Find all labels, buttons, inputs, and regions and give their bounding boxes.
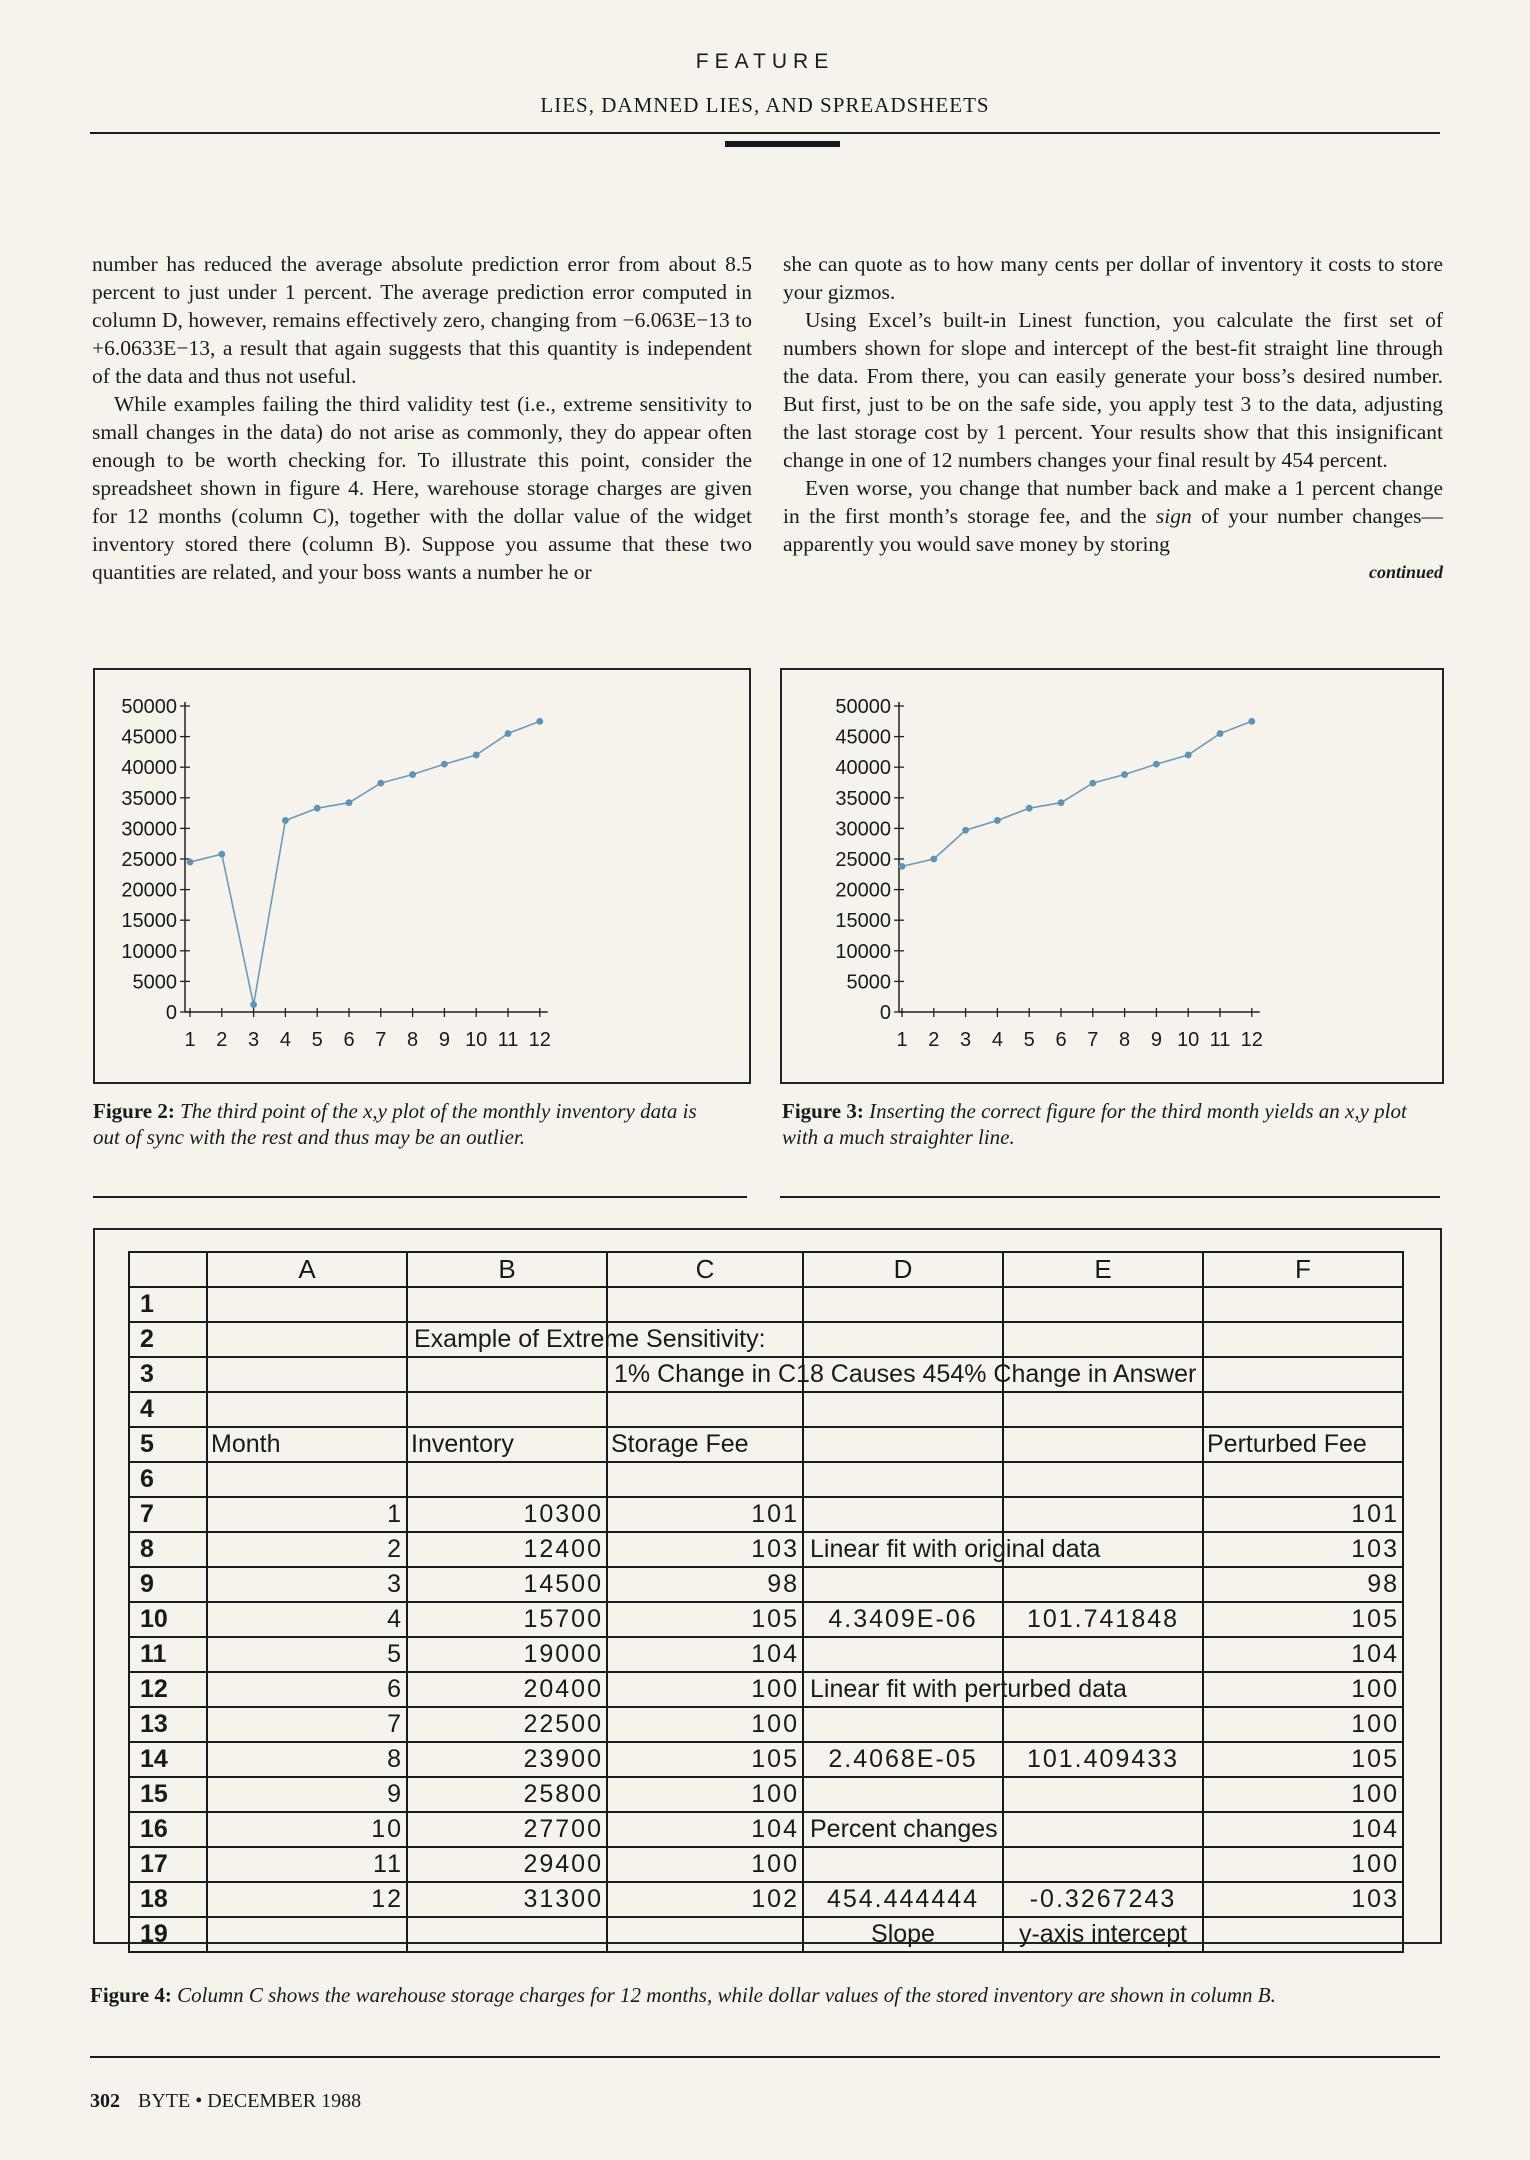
data-point: [536, 718, 543, 725]
y-tick-label: 0: [879, 1002, 891, 1024]
table-cell: 104: [1203, 1812, 1403, 1847]
figure-3-chart: [780, 668, 1444, 1084]
table-cell: [407, 1322, 766, 1357]
data-point: [1026, 805, 1033, 812]
table-cell: 100: [1203, 1672, 1403, 1707]
caption-rule-right: [780, 1196, 1440, 1198]
footer-rule: [90, 2056, 1440, 2058]
table-cell: 31300: [407, 1882, 607, 1917]
row-header: 18: [129, 1882, 207, 1917]
y-tick-label: 0: [165, 1002, 177, 1024]
table-cell: 10: [207, 1812, 407, 1847]
series-line: [902, 721, 1252, 866]
table-cell: 100: [607, 1672, 803, 1707]
table-cell: [1003, 1637, 1203, 1672]
table-cell: 6: [207, 1672, 407, 1707]
data-point: [1153, 761, 1160, 768]
y-tick-label: 35000: [835, 787, 891, 810]
x-tick-label: 7: [375, 1029, 387, 1051]
table-row: [129, 1392, 1403, 1427]
table-row: [129, 1707, 1403, 1742]
data-point: [1089, 780, 1096, 787]
table-cell: Inventory: [407, 1427, 607, 1462]
table-cell: [803, 1847, 1003, 1882]
continued-label: continued: [1368, 562, 1443, 582]
table-cell: [803, 1287, 1003, 1322]
data-point: [1217, 730, 1224, 737]
table-cell: [1003, 1427, 1203, 1462]
table-cell: 11: [207, 1847, 407, 1882]
table-cell: 101.741848: [1003, 1602, 1203, 1637]
table-cell: [407, 1287, 607, 1322]
table-cell: [1003, 1567, 1203, 1602]
y-tick-label: 40000: [121, 757, 177, 780]
corner-cell: [129, 1252, 207, 1287]
x-tick-label: 3: [248, 1029, 260, 1051]
table-cell: [1003, 1812, 1203, 1847]
paragraph: Even worse, you change that number back and make a 1 percent change in the first month’s storage fee, and the sign of your number changes—apparently you would save money by storing: [783, 476, 1443, 556]
row-header: 1: [129, 1287, 207, 1322]
table-cell: -0.3267243: [1003, 1882, 1203, 1917]
table-cell: 98: [607, 1567, 803, 1602]
table-cell: 102: [607, 1882, 803, 1917]
table-cell: 105: [607, 1602, 803, 1637]
data-point: [441, 761, 448, 768]
x-tick-label: 7: [1087, 1029, 1099, 1051]
x-tick-label: 1: [184, 1029, 196, 1051]
running-title: LIES, DAMNED LIES, AND SPREADSHEETS: [540, 93, 990, 117]
table-cell: [1003, 1462, 1203, 1497]
table-cell: [1003, 1707, 1203, 1742]
paragraph: she can quote as to how many cents per dollar of inventory it costs to store your gizmos.: [783, 252, 1443, 304]
row-header: 5: [129, 1427, 207, 1462]
table-cell: 105: [607, 1742, 803, 1777]
table-cell: 100: [607, 1777, 803, 1812]
table-cell: 104: [607, 1637, 803, 1672]
table-cell: 20400: [407, 1672, 607, 1707]
data-point: [962, 827, 969, 834]
row-header: 19: [129, 1917, 207, 1952]
row-header: 10: [129, 1602, 207, 1637]
y-tick-label: 5000: [132, 971, 177, 994]
x-tick-label: 12: [528, 1029, 551, 1051]
x-tick-label: 8: [407, 1029, 419, 1051]
table-row: [129, 1777, 1403, 1812]
table-cell: 4.3409E-06: [803, 1602, 1003, 1637]
y-tick-label: 25000: [835, 849, 891, 871]
row-header: 15: [129, 1777, 207, 1812]
table-row: [129, 1672, 1403, 1707]
table-cell: [803, 1637, 1003, 1672]
table-cell: [207, 1392, 407, 1427]
data-point: [1058, 799, 1065, 806]
table-cell: [1003, 1287, 1203, 1322]
data-point: [346, 799, 353, 806]
table-cell: Perturbed Fee: [1203, 1427, 1403, 1462]
data-point: [314, 805, 321, 812]
table-cell: [207, 1357, 407, 1392]
table-cell: 100: [607, 1707, 803, 1742]
table-row: [129, 1602, 1403, 1637]
y-tick-label: 50000: [121, 696, 177, 718]
table-cell: [803, 1392, 1003, 1427]
table-row: [129, 1917, 1403, 1952]
table-cell: 1: [207, 1497, 407, 1532]
page-footer: [90, 2090, 361, 2113]
row-header: 12: [129, 1672, 207, 1707]
x-tick-label: 6: [1055, 1029, 1067, 1051]
data-point: [377, 780, 384, 787]
table-cell: 103: [1203, 1532, 1403, 1567]
table-cell: [1203, 1287, 1403, 1322]
table-row: [129, 1357, 1403, 1392]
table-cell: Month: [207, 1427, 407, 1462]
y-tick-label: 5000: [846, 971, 891, 994]
table-cell: [407, 1917, 607, 1952]
y-tick-label: 35000: [121, 787, 177, 810]
table-cell: [207, 1287, 407, 1322]
table-cell: [607, 1357, 1197, 1392]
table-cell: 25800: [407, 1777, 607, 1812]
row-header: 9: [129, 1567, 207, 1602]
x-tick-label: 9: [1150, 1029, 1162, 1051]
table-cell: 2: [207, 1532, 407, 1567]
paragraph: While examples failing the third validity test (i.e., extreme sensitivity to small changes in the data) do not arise as commonly, they do appear often enough to be worth checking for. To illustrate this point, consider the spreadsheet shown in figure 4. Here, warehouse storage charges are given for 12 months (column C), together with the dollar value of the widget inventory stored there (column B). Suppose you assume that these two quantities are related, and your boss wants a number he or: [92, 392, 752, 584]
x-tick-label: 4: [991, 1029, 1003, 1051]
column-header-row: [129, 1252, 1403, 1287]
table-cell: [1203, 1322, 1403, 1357]
figure-2-chart: [93, 668, 751, 1084]
table-cell: [1203, 1357, 1403, 1392]
table-cell: 27700: [407, 1812, 607, 1847]
column-header: F: [1203, 1252, 1403, 1287]
y-tick-label: 40000: [835, 757, 891, 780]
x-tick-label: 10: [1177, 1029, 1200, 1051]
y-tick-label: 20000: [835, 879, 891, 902]
table-cell: 3: [207, 1567, 407, 1602]
table-cell: 100: [1203, 1707, 1403, 1742]
table-cell: 104: [607, 1812, 803, 1847]
emphasis: sign: [1155, 504, 1192, 528]
table-cell: [407, 1462, 607, 1497]
table-cell: 15700: [407, 1602, 607, 1637]
table-row: [129, 1847, 1403, 1882]
table-cell: Slope: [803, 1917, 1003, 1952]
x-tick-label: 12: [1240, 1029, 1263, 1051]
table-cell: 10300: [407, 1497, 607, 1532]
cell-text: 1% Change in C18 Causes 454% Change in Answer: [614, 1360, 1197, 1388]
table-row: [129, 1287, 1403, 1322]
table-cell: [803, 1497, 1003, 1532]
row-header: 11: [129, 1637, 207, 1672]
x-tick-label: 11: [497, 1029, 519, 1051]
right-column: [783, 250, 1443, 586]
data-point: [994, 817, 1001, 824]
data-point: [218, 851, 225, 858]
y-tick-label: 20000: [121, 879, 177, 902]
table-cell: 29400: [407, 1847, 607, 1882]
table-cell: 12: [207, 1882, 407, 1917]
table-cell: 23900: [407, 1742, 607, 1777]
table-cell: 104: [1203, 1637, 1403, 1672]
figure-3-plot: [782, 670, 1442, 1082]
table-cell: 7: [207, 1707, 407, 1742]
table-row: [129, 1567, 1403, 1602]
table-cell: [1003, 1847, 1203, 1882]
table-cell: 8: [207, 1742, 407, 1777]
y-tick-label: 45000: [835, 726, 891, 749]
data-point: [282, 817, 289, 824]
table-cell: 103: [1203, 1882, 1403, 1917]
y-tick-label: 45000: [121, 726, 177, 749]
data-point: [930, 856, 937, 863]
x-tick-label: 2: [216, 1029, 228, 1051]
y-tick-label: 10000: [121, 940, 177, 963]
table-cell: [607, 1392, 803, 1427]
x-tick-label: 11: [1209, 1029, 1231, 1051]
table-cell: Storage Fee: [607, 1427, 803, 1462]
column-header: D: [803, 1252, 1003, 1287]
table-cell: [1203, 1917, 1403, 1952]
paragraph: number has reduced the average absolute prediction error from about 8.5 percent to just under 1 percent. The average prediction error computed in column D, however, remains effectively zero, changing from −6.063E−13 to +6.0633E−13, a result that again suggests that this quantity is independent of the data and thus not useful.: [92, 252, 752, 388]
figure-3-caption: Figure 3: Inserting the correct figure for the third month yields an x,y plot with a much straighter line.: [782, 1099, 1407, 1149]
row-header: 7: [129, 1497, 207, 1532]
series-line: [190, 721, 540, 1004]
x-tick-label: 5: [311, 1029, 323, 1051]
row-header: 2: [129, 1322, 207, 1357]
table-cell: [803, 1532, 1101, 1567]
header-rule-accent: [725, 141, 840, 147]
table-row: [129, 1812, 1403, 1847]
x-tick-label: 3: [960, 1029, 972, 1051]
data-point: [187, 859, 194, 866]
table-cell: [1203, 1462, 1403, 1497]
table-cell: [803, 1812, 1003, 1847]
y-tick-label: 25000: [121, 849, 177, 871]
table-cell: [607, 1287, 803, 1322]
row-header: 4: [129, 1392, 207, 1427]
table-cell: [803, 1567, 1003, 1602]
table-cell: [803, 1777, 1003, 1812]
table-cell: 101: [1203, 1497, 1403, 1532]
row-header: 8: [129, 1532, 207, 1567]
table-cell: [803, 1707, 1003, 1742]
table-cell: 105: [1203, 1602, 1403, 1637]
table-cell: 100: [1203, 1847, 1403, 1882]
table-cell: [1003, 1497, 1203, 1532]
data-point: [1248, 718, 1255, 725]
table-row: [129, 1532, 1403, 1567]
table-cell: [407, 1392, 607, 1427]
table-cell: 5: [207, 1637, 407, 1672]
column-header: E: [1003, 1252, 1203, 1287]
table-cell: y-axis intercept: [1003, 1917, 1203, 1952]
table-cell: [803, 1427, 1003, 1462]
table-cell: 103: [607, 1532, 803, 1567]
y-tick-label: 15000: [121, 910, 177, 933]
cell-text: Linear fit with original data: [810, 1535, 1101, 1563]
table-cell: 22500: [407, 1707, 607, 1742]
table-cell: 100: [1203, 1777, 1403, 1812]
figure-4-caption: Figure 4: Column C shows the warehouse storage charges for 12 months, while dollar values of the stored inventory are shown in column B.: [90, 1983, 1276, 2007]
table-cell: 12400: [407, 1532, 607, 1567]
y-tick-label: 30000: [835, 818, 891, 841]
table-row: [129, 1462, 1403, 1497]
data-point: [1121, 771, 1128, 778]
table-cell: [1003, 1777, 1203, 1812]
table-cell: [607, 1462, 803, 1497]
y-tick-label: 10000: [835, 940, 891, 963]
section-label: FEATURE: [695, 50, 835, 73]
figure-2-plot: [95, 670, 749, 1082]
table-cell: [207, 1917, 407, 1952]
cell-text: Percent changes: [810, 1815, 998, 1843]
data-point: [899, 863, 906, 870]
table-row: [129, 1882, 1403, 1917]
row-header: 17: [129, 1847, 207, 1882]
row-header: 3: [129, 1357, 207, 1392]
table-cell: 101.409433: [1003, 1742, 1203, 1777]
x-tick-label: 8: [1119, 1029, 1131, 1051]
column-header: B: [407, 1252, 607, 1287]
paragraph: Using Excel’s built-in Linest function, you calculate the first set of numbers shown for slope and intercept of the best-fit straight line through the data. From there, you can easily generate your boss’s desired number. But first, just to be on the safe side, you apply test 3 to the data, adjusting the last storage cost by 1 percent. Your results show that this insignificant change in one of 12 numbers changes your final result by 454 percent.: [783, 308, 1443, 472]
table-row: [129, 1742, 1403, 1777]
row-header: 6: [129, 1462, 207, 1497]
cell-text: Example of Extreme Sensitivity:: [414, 1325, 766, 1353]
table-row: [129, 1427, 1403, 1462]
table-cell: [803, 1462, 1003, 1497]
table-cell: 98: [1203, 1567, 1403, 1602]
column-header: A: [207, 1252, 407, 1287]
page-number: 302: [90, 2090, 120, 2112]
table-cell: [207, 1322, 407, 1357]
row-header: 14: [129, 1742, 207, 1777]
table-row: [129, 1322, 1403, 1357]
data-point: [505, 730, 512, 737]
table-cell: [1203, 1392, 1403, 1427]
x-tick-label: 6: [343, 1029, 355, 1051]
spreadsheet: [128, 1251, 1404, 1953]
table-cell: 19000: [407, 1637, 607, 1672]
table-cell: 454.444444: [803, 1882, 1003, 1917]
table-cell: 14500: [407, 1567, 607, 1602]
magazine-issue: BYTE • DECEMBER 1988: [138, 2090, 362, 2112]
figure-2-caption: Figure 2: The third point of the x,y plot of the monthly inventory data is out of sync with the rest and thus may be an outlier.: [93, 1099, 697, 1149]
left-column: [92, 250, 752, 586]
table-row: [129, 1497, 1403, 1532]
table-cell: 105: [1203, 1742, 1403, 1777]
table-cell: 4: [207, 1602, 407, 1637]
table-cell: [1003, 1322, 1203, 1357]
table-cell: 9: [207, 1777, 407, 1812]
row-header: 16: [129, 1812, 207, 1847]
table-cell: 101: [607, 1497, 803, 1532]
caption-rule-left: [93, 1196, 747, 1198]
x-tick-label: 9: [438, 1029, 450, 1051]
y-tick-label: 15000: [835, 910, 891, 933]
header-rule: [90, 132, 1440, 134]
data-point: [250, 1001, 257, 1008]
table-cell: [607, 1917, 803, 1952]
table-row: [129, 1637, 1403, 1672]
x-tick-label: 1: [896, 1029, 908, 1051]
table-cell: [1003, 1392, 1203, 1427]
x-tick-label: 4: [279, 1029, 291, 1051]
row-header: 13: [129, 1707, 207, 1742]
table-cell: [803, 1322, 1003, 1357]
column-header: C: [607, 1252, 803, 1287]
table-cell: 100: [607, 1847, 803, 1882]
y-tick-label: 50000: [835, 696, 891, 718]
y-tick-label: 30000: [121, 818, 177, 841]
data-point: [1185, 752, 1192, 759]
table-cell: 2.4068E-05: [803, 1742, 1003, 1777]
table-cell: [803, 1672, 1127, 1707]
data-point: [473, 752, 480, 759]
x-tick-label: 10: [465, 1029, 488, 1051]
x-tick-label: 2: [928, 1029, 940, 1051]
data-point: [409, 771, 416, 778]
table-cell: [207, 1462, 407, 1497]
cell-text: Linear fit with perturbed data: [810, 1675, 1127, 1703]
table-cell: [407, 1357, 607, 1392]
x-tick-label: 5: [1023, 1029, 1035, 1051]
